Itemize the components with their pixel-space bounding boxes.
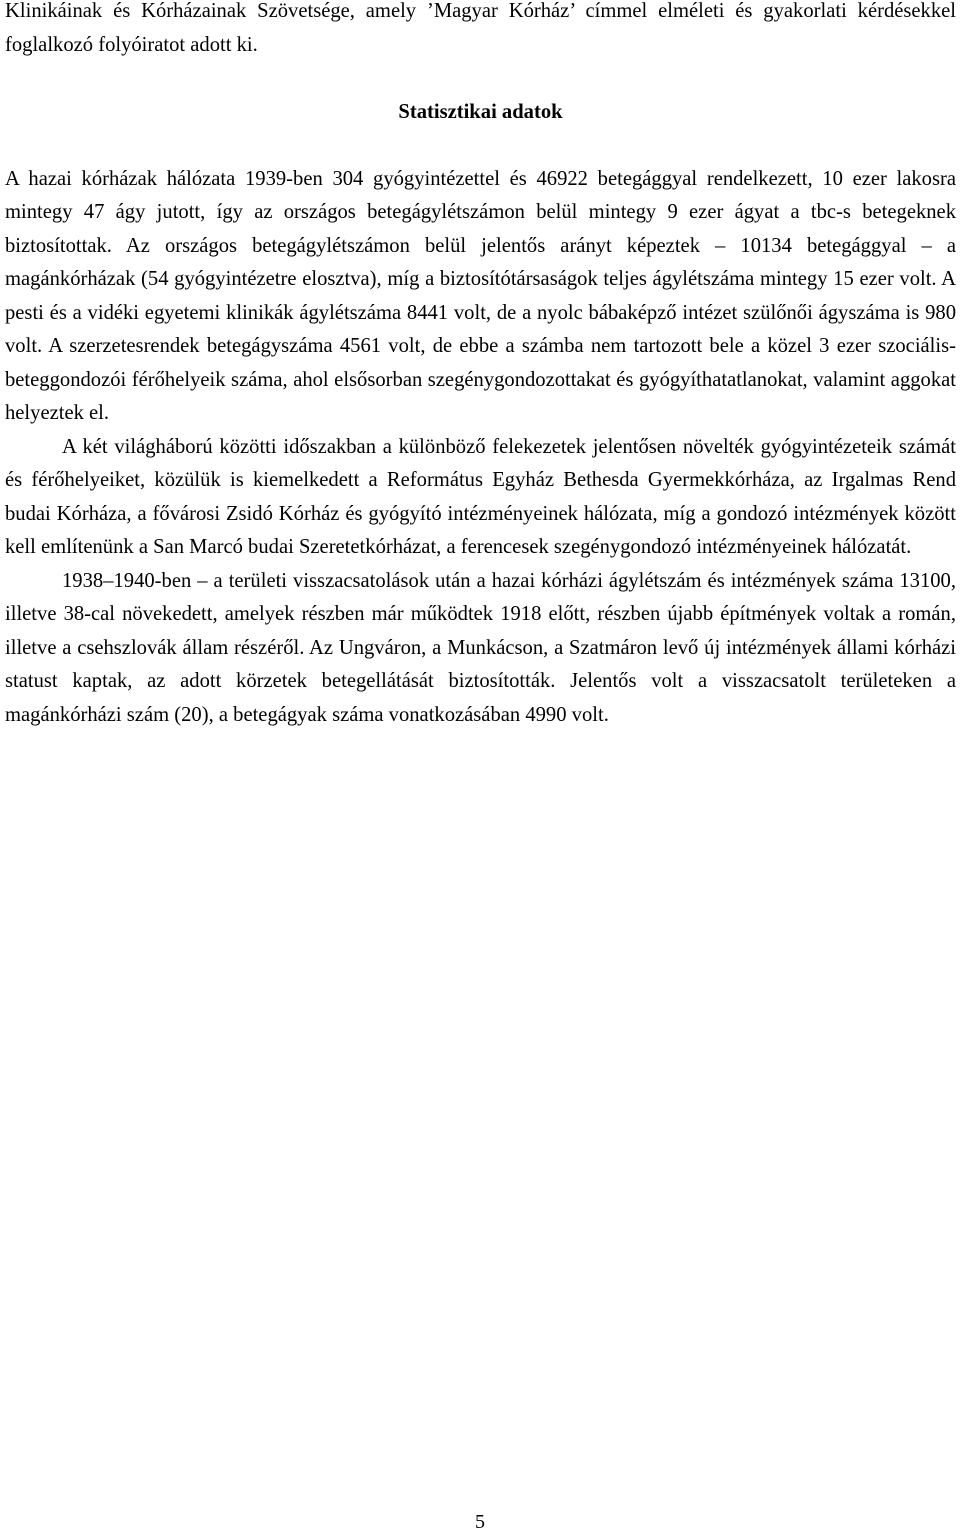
territorial-paragraph: 1938–1940-ben – a területi visszacsatolások után a hazai kórházi ágylétszám és intézmények száma 13100, illetve 38-cal növekedett, amelyek részben már működtek 1918 előtt, részben újabb építmények voltak a román, illetve a csehszlovák állam részéről. Az Ungváron, a Munkácson, a Szatmáron levő új intézmények állami kórházi statust kaptak, az adott körzetek betegellátását biztosították. Jelentős volt a visszacsatolt területeken a magánkórházi szám (20), a betegágyak száma vonatkozásában 4990 volt. — [5, 569, 956, 726]
section-heading: Statisztikai adatok — [398, 100, 563, 123]
intro-paragraph: Klinikáinak és Kórházainak Szövetsége, amely ’Magyar Kórház’ címmel elméleti és gyakorlati kérdésekkel foglalkozó folyóiratot adott ki. — [5, 0, 956, 56]
document-body — [5, 0, 956, 732]
statistics-paragraph: A hazai kórházak hálózata 1939-ben 304 gyógyintézettel és 46922 betegággyal rendelkezett, 10 ezer lakosra mintegy 47 ágy jutott, így az országos betegágylétszámon belül mintegy 9 ezer ágyat a tbc-s betegeknek biztosítottak. Az országos betegágylétszámon belül jelentős arányt képeztek – 10134 betegággyal – a magánkórházak (54 gyógyintézetre elosztva), míg a biztosítótársaságok teljes ágylétszáma mintegy 15 ezer volt. A pesti és a vidéki egyetemi klinikák ágylétszáma 8441 volt, de a nyolc bábaképző intézet szülőnői ágyszáma is 980 volt. A szerzetesrendek betegágyszáma 4561 volt, de ebbe a számba nem tartozott bele a közel 3 ezer szociális-beteggondozói férőhelyeik száma, ahol elsősorban szegénygondozottakat és gyógyíthatatlanokat, valamint aggokat helyeztek el. — [5, 167, 956, 424]
denominations-paragraph: A két világháború közötti időszakban a különböző felekezetek jelentősen növelték gyógyintézeteik számát és férőhelyeiket, közülük is kiemelkedett a Református Egyház Bethesda Gyermekkórháza, az Irgalmas Rend budai Kórháza, a fővárosi Zsidó Kórház és gyógyító intézményeinek hálózata, míg a gondozó intézmények között kell említenünk a San Marcó budai Szeretetkórházat, a ferencesek szegénygondozó intézményeinek hálózatát. — [5, 435, 956, 558]
page-number: 5 — [475, 1511, 485, 1533]
